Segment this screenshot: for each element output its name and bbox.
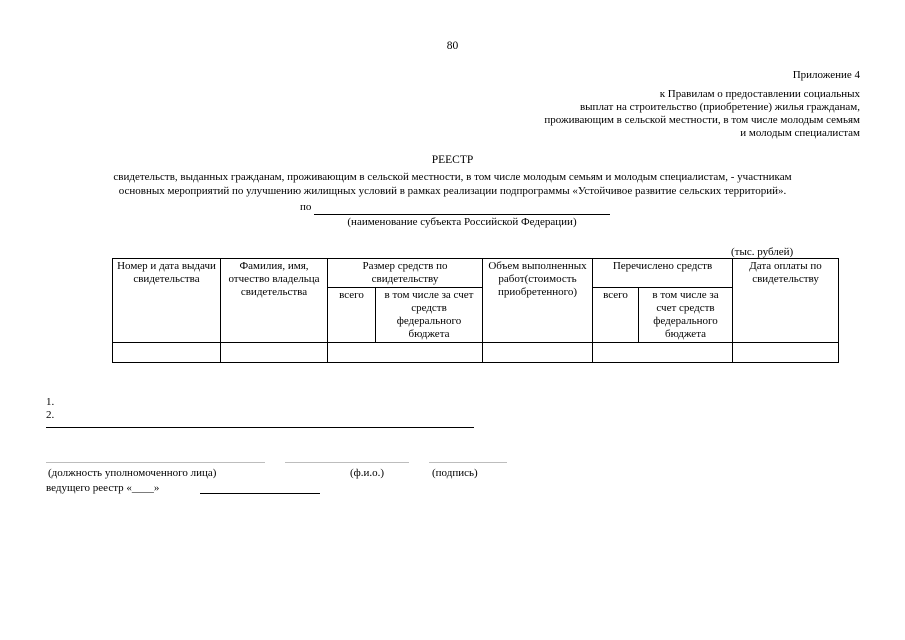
appendix-line: проживающим в сельской местности, в том числе молодым семьям: [544, 114, 860, 126]
signature-line: [429, 462, 507, 463]
registry-title: РЕЕСТР: [431, 154, 474, 166]
appendix-title: Приложение 4: [792, 69, 860, 81]
registry-description: [40, 170, 865, 198]
position-label: (должность уполномоченного лица): [48, 467, 217, 479]
registry-table: [112, 258, 839, 363]
fio-signature-line: [285, 462, 409, 463]
leading-registry-label: ведущего реестр «____»: [46, 482, 160, 494]
signature-label: (подпись): [432, 467, 478, 479]
header-amount-federal: в том числе за счет средств федерального бюджета: [376, 288, 483, 343]
header-volume: Объем выполненных работ(стоимость приобретенного): [483, 259, 593, 343]
header-payment-date: Дата оплаты по свидетельству: [733, 259, 839, 343]
list-item-1: 1.: [46, 396, 55, 408]
leading-registry-underline: [200, 493, 320, 494]
header-transferred: Перечислено средств: [593, 259, 733, 288]
table-cell: [733, 343, 839, 363]
list-item-2: 2.: [46, 409, 55, 421]
page-number: 80: [446, 40, 459, 52]
header-amount: Размер средств по свидетельству: [328, 259, 483, 288]
table-row: [113, 343, 839, 363]
subject-underline: [314, 214, 610, 215]
position-signature-line: [46, 462, 265, 463]
appendix-line: выплат на строительство (приобретение) жилья гражданам,: [579, 101, 860, 113]
units-label: (тыс. рублей): [731, 246, 794, 258]
table-cell: [593, 343, 733, 363]
appendix-line: и молодым специалистам: [740, 127, 860, 139]
header-number: Номер и дата выдачи свидетельства: [113, 259, 221, 343]
appendix-description: [420, 88, 860, 140]
table-cell: [221, 343, 328, 363]
header-amount-total: всего: [328, 288, 376, 343]
header-transferred-total: всего: [593, 288, 639, 343]
divider: [46, 427, 474, 428]
table-cell: [328, 343, 483, 363]
header-name: Фамилия, имя, отчество владельца свидетельства: [221, 259, 328, 343]
registry-desc-line: свидетельств, выданных гражданам, проживающим в сельской местности, в том числе молодым семьям и молодым специалистам, - участникам: [113, 171, 792, 183]
po-label: по: [300, 201, 312, 213]
subject-caption: (наименование субъекта Российской Федерации): [347, 216, 577, 228]
table-cell: [113, 343, 221, 363]
appendix-line: к Правилам о предоставлении социальных: [659, 88, 860, 100]
registry-desc-line: основных мероприятий по улучшению жилищных условий в рамках реализации подпрограммы «Устойчивое развитие сельских территорий».: [118, 185, 787, 197]
header-transferred-federal: в том числе за счет средств федерального бюджета: [639, 288, 733, 343]
fio-label: (ф.и.о.): [350, 467, 385, 479]
table-cell: [483, 343, 593, 363]
